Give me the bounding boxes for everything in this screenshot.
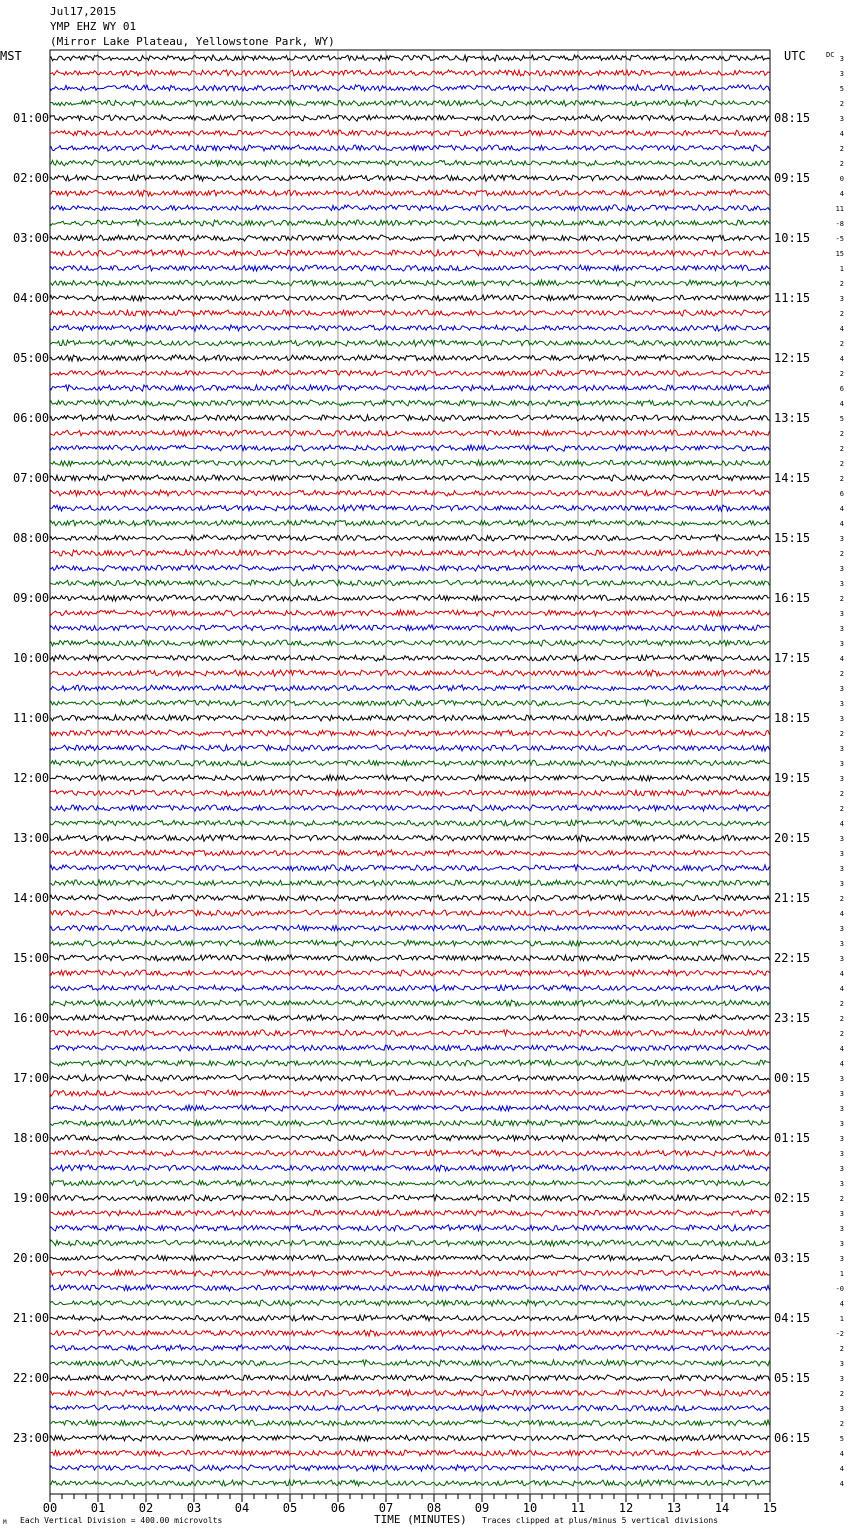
dc-offset-label: 3 bbox=[839, 640, 844, 648]
dc-offset-label: 3 bbox=[839, 1255, 844, 1263]
corner-mark: M bbox=[3, 1519, 7, 1526]
x-tick-label: 04 bbox=[234, 1501, 250, 1515]
dc-offset-label: 4 bbox=[839, 1450, 844, 1458]
seismic-trace bbox=[50, 1045, 770, 1051]
utc-hour-label: 11:15 bbox=[774, 291, 811, 305]
dc-offset-label: 2 bbox=[839, 1030, 844, 1038]
dc-label: DC bbox=[826, 51, 835, 59]
seismic-trace bbox=[50, 1255, 770, 1261]
dc-offset-label: 2 bbox=[839, 550, 844, 558]
mst-hour-label: 15:00 bbox=[13, 951, 50, 965]
seismic-trace bbox=[50, 1120, 770, 1126]
dc-offset-label: 2 bbox=[839, 370, 844, 378]
seismic-trace bbox=[50, 955, 770, 961]
dc-offset-label: 3 bbox=[839, 715, 844, 723]
dc-offset-label: 2 bbox=[839, 1195, 844, 1203]
seismic-trace bbox=[50, 610, 770, 616]
dc-offset-label: 1 bbox=[839, 265, 844, 273]
seismic-trace bbox=[50, 1390, 770, 1396]
clip-note: Traces clipped at plus/minus 5 vertical divisions bbox=[482, 1516, 719, 1525]
dc-offset-label: 5 bbox=[839, 85, 844, 93]
dc-offset-label: 3 bbox=[839, 700, 844, 708]
dc-offset-label: 2 bbox=[839, 790, 844, 798]
seismic-trace bbox=[50, 1015, 770, 1021]
seismic-trace bbox=[50, 940, 770, 946]
utc-hour-label: 19:15 bbox=[774, 771, 811, 785]
dc-offset-label: 4 bbox=[839, 820, 844, 828]
seismic-trace bbox=[50, 115, 770, 121]
mst-hour-label: 13:00 bbox=[13, 831, 50, 845]
dc-offset-label: 3 bbox=[839, 685, 844, 693]
dc-offset-label: 4 bbox=[839, 505, 844, 513]
dc-offset-label: 11 bbox=[835, 205, 844, 213]
seismic-trace bbox=[50, 430, 770, 436]
seismic-trace bbox=[50, 595, 770, 601]
dc-offset-label: -0 bbox=[835, 1285, 844, 1293]
seismic-trace bbox=[50, 130, 770, 136]
seismic-trace bbox=[50, 85, 770, 91]
seismic-trace bbox=[50, 445, 770, 451]
seismic-trace bbox=[50, 1330, 770, 1336]
mst-hour-label: 03:00 bbox=[13, 231, 50, 245]
seismic-trace bbox=[50, 310, 770, 316]
seismic-trace bbox=[50, 790, 770, 796]
seismic-trace bbox=[50, 1195, 770, 1201]
dc-offset-label: 4 bbox=[839, 1465, 844, 1473]
seismic-trace bbox=[50, 1315, 770, 1321]
utc-hour-label: 01:15 bbox=[774, 1131, 811, 1145]
dc-offset-label: 4 bbox=[839, 325, 844, 333]
dc-offset-label: 2 bbox=[839, 670, 844, 678]
seismic-trace bbox=[50, 970, 770, 976]
dc-offset-label: 2 bbox=[839, 1345, 844, 1353]
seismic-trace bbox=[50, 280, 770, 286]
utc-hour-label: 23:15 bbox=[774, 1011, 811, 1025]
seismic-trace bbox=[50, 1420, 770, 1426]
mst-hour-label: 08:00 bbox=[13, 531, 50, 545]
seismic-trace bbox=[50, 1345, 770, 1351]
mst-hour-label: 21:00 bbox=[13, 1311, 50, 1325]
seismic-trace bbox=[50, 835, 770, 841]
utc-hour-label: 16:15 bbox=[774, 591, 811, 605]
dc-offset-label: 4 bbox=[839, 190, 844, 198]
seismic-trace bbox=[50, 1450, 770, 1456]
seismic-trace bbox=[50, 55, 770, 61]
mst-hour-label: 04:00 bbox=[13, 291, 50, 305]
utc-hour-label: 18:15 bbox=[774, 711, 811, 725]
dc-offset-label: 3 bbox=[839, 835, 844, 843]
dc-offset-label: 2 bbox=[839, 460, 844, 468]
dc-offset-label: 4 bbox=[839, 130, 844, 138]
seismic-trace bbox=[50, 235, 770, 241]
dc-offset-label: 2 bbox=[839, 310, 844, 318]
seismic-trace bbox=[50, 145, 770, 151]
dc-offset-label: 0 bbox=[839, 175, 844, 183]
dc-offset-label: 2 bbox=[839, 805, 844, 813]
x-tick-label: 12 bbox=[618, 1501, 634, 1515]
mst-hour-label: 07:00 bbox=[13, 471, 50, 485]
dc-offset-label: 2 bbox=[839, 1015, 844, 1023]
seismic-trace bbox=[50, 1030, 770, 1036]
utc-axis-label: UTC bbox=[784, 49, 806, 63]
seismic-trace bbox=[50, 820, 770, 826]
seismic-trace bbox=[50, 265, 770, 271]
dc-offset-label: 3 bbox=[839, 955, 844, 963]
dc-offset-label: 3 bbox=[839, 1225, 844, 1233]
dc-offset-label: 3 bbox=[839, 580, 844, 588]
mst-hour-label: 14:00 bbox=[13, 891, 50, 905]
dc-offset-label: 3 bbox=[839, 850, 844, 858]
seismic-trace bbox=[50, 505, 770, 511]
dc-offset-label: 2 bbox=[839, 280, 844, 288]
seismic-trace bbox=[50, 850, 770, 856]
x-tick-label: 07 bbox=[378, 1501, 394, 1515]
dc-offset-label: 2 bbox=[839, 160, 844, 168]
seismic-trace bbox=[50, 550, 770, 556]
chart-date: Jul17,2015 bbox=[50, 5, 117, 18]
seismic-trace bbox=[50, 490, 770, 496]
seismic-trace bbox=[50, 520, 770, 526]
seismic-trace bbox=[50, 205, 770, 211]
seismic-trace bbox=[50, 535, 770, 541]
utc-hour-label: 21:15 bbox=[774, 891, 811, 905]
dc-offset-label: 6 bbox=[839, 385, 844, 393]
mst-hour-label: 16:00 bbox=[13, 1011, 50, 1025]
dc-offset-label: 4 bbox=[839, 655, 844, 663]
dc-offset-label: 4 bbox=[839, 985, 844, 993]
dc-offset-label: 3 bbox=[839, 745, 844, 753]
mst-hour-label: 01:00 bbox=[13, 111, 50, 125]
dc-offset-label: 3 bbox=[839, 1165, 844, 1173]
dc-offset-label: 3 bbox=[839, 1150, 844, 1158]
x-tick-label: 15 bbox=[762, 1501, 778, 1515]
dc-offset-label: 2 bbox=[839, 895, 844, 903]
x-tick-label: 06 bbox=[330, 1501, 346, 1515]
dc-offset-label: 2 bbox=[839, 1000, 844, 1008]
dc-offset-label: 3 bbox=[839, 70, 844, 78]
seismic-trace bbox=[50, 1210, 770, 1216]
seismic-trace bbox=[50, 1135, 770, 1141]
seismic-trace bbox=[50, 700, 770, 706]
dc-offset-label: 3 bbox=[839, 1210, 844, 1218]
utc-hour-label: 14:15 bbox=[774, 471, 811, 485]
dc-offset-label: 4 bbox=[839, 1480, 844, 1488]
x-tick-label: 01 bbox=[90, 1501, 106, 1515]
seismic-trace bbox=[50, 1060, 770, 1066]
x-tick-label: 02 bbox=[138, 1501, 154, 1515]
utc-hour-label: 22:15 bbox=[774, 951, 811, 965]
seismic-trace bbox=[50, 1000, 770, 1006]
dc-offset-label: 3 bbox=[839, 925, 844, 933]
x-tick-label: 09 bbox=[474, 1501, 490, 1515]
dc-offset-label: -5 bbox=[835, 235, 844, 243]
mst-axis-label: MST bbox=[0, 49, 22, 63]
seismic-trace bbox=[50, 220, 770, 226]
dc-offset-label: 4 bbox=[839, 1060, 844, 1068]
utc-hour-label: 12:15 bbox=[774, 351, 811, 365]
dc-offset-label: 3 bbox=[839, 1240, 844, 1248]
dc-offset-label: 4 bbox=[839, 520, 844, 528]
dc-offset-label: 2 bbox=[839, 475, 844, 483]
mst-hour-label: 05:00 bbox=[13, 351, 50, 365]
dc-offset-label: 3 bbox=[839, 115, 844, 123]
seismic-trace bbox=[50, 685, 770, 691]
utc-hour-label: 15:15 bbox=[774, 531, 811, 545]
utc-hour-label: 04:15 bbox=[774, 1311, 811, 1325]
dc-offset-label: 3 bbox=[839, 1180, 844, 1188]
utc-hour-label: 17:15 bbox=[774, 651, 811, 665]
seismic-trace bbox=[50, 580, 770, 586]
seismic-trace bbox=[50, 1285, 770, 1291]
dc-offset-label: 2 bbox=[839, 1420, 844, 1428]
seismic-trace bbox=[50, 1240, 770, 1246]
mst-hour-label: 19:00 bbox=[13, 1191, 50, 1205]
mst-hour-label: 18:00 bbox=[13, 1131, 50, 1145]
seismic-trace bbox=[50, 1105, 770, 1111]
mst-hour-label: 20:00 bbox=[13, 1251, 50, 1265]
seismic-trace bbox=[50, 775, 770, 781]
dc-offset-label: 4 bbox=[839, 1300, 844, 1308]
dc-offset-label: 3 bbox=[839, 610, 844, 618]
utc-hour-label: 20:15 bbox=[774, 831, 811, 845]
seismic-trace bbox=[50, 475, 770, 481]
seismic-trace bbox=[50, 325, 770, 331]
mst-hour-label: 11:00 bbox=[13, 711, 50, 725]
dc-offset-label: 2 bbox=[839, 445, 844, 453]
x-tick-label: 11 bbox=[570, 1501, 586, 1515]
vertical-division-note: Each Vertical Division = 400.00 microvolts bbox=[20, 1516, 223, 1525]
x-tick-label: 14 bbox=[714, 1501, 730, 1515]
x-tick-label: 10 bbox=[522, 1501, 538, 1515]
dc-offset-label: 2 bbox=[839, 100, 844, 108]
dc-offset-label: 2 bbox=[839, 1390, 844, 1398]
seismic-trace bbox=[50, 415, 770, 421]
dc-offset-label: 4 bbox=[839, 970, 844, 978]
seismic-trace bbox=[50, 355, 770, 361]
x-axis-title: TIME (MINUTES) bbox=[374, 1513, 467, 1526]
dc-offset-label: 2 bbox=[839, 145, 844, 153]
mst-hour-label: 02:00 bbox=[13, 171, 50, 185]
seismic-trace bbox=[50, 1090, 770, 1096]
x-tick-label: 08 bbox=[426, 1501, 442, 1515]
dc-offset-label: 6 bbox=[839, 490, 844, 498]
dc-offset-label: 4 bbox=[839, 355, 844, 363]
dc-offset-label: 2 bbox=[839, 340, 844, 348]
x-tick-label: 13 bbox=[666, 1501, 682, 1515]
seismic-trace bbox=[50, 1270, 770, 1276]
seismic-trace bbox=[50, 925, 770, 931]
utc-hour-label: 08:15 bbox=[774, 111, 811, 125]
dc-offset-label: 3 bbox=[839, 760, 844, 768]
utc-hour-label: 13:15 bbox=[774, 411, 811, 425]
dc-offset-label: 3 bbox=[839, 775, 844, 783]
dc-offset-label: 3 bbox=[839, 1375, 844, 1383]
seismic-trace bbox=[50, 1465, 770, 1471]
seismic-trace bbox=[50, 805, 770, 811]
dc-offset-label: 3 bbox=[839, 940, 844, 948]
utc-hour-label: 03:15 bbox=[774, 1251, 811, 1265]
seismic-trace bbox=[50, 460, 770, 466]
mst-hour-label: 23:00 bbox=[13, 1431, 50, 1445]
x-tick-label: 05 bbox=[282, 1501, 298, 1515]
dc-offset-label: -8 bbox=[835, 220, 844, 228]
seismic-trace bbox=[50, 370, 770, 376]
utc-hour-label: 05:15 bbox=[774, 1371, 811, 1385]
seismic-trace bbox=[50, 1075, 770, 1081]
dc-offset-label: 4 bbox=[839, 1045, 844, 1053]
seismic-trace bbox=[50, 1180, 770, 1186]
seismic-trace bbox=[50, 1405, 770, 1411]
dc-offset-label: 2 bbox=[839, 595, 844, 603]
seismic-trace bbox=[50, 1165, 770, 1171]
seismic-trace bbox=[50, 655, 770, 661]
seismic-trace bbox=[50, 100, 770, 106]
seismic-trace bbox=[50, 745, 770, 751]
seismic-trace bbox=[50, 880, 770, 886]
dc-offset-label: 4 bbox=[839, 400, 844, 408]
seismic-trace bbox=[50, 910, 770, 916]
dc-offset-label: 3 bbox=[839, 1090, 844, 1098]
station-location: (Mirror Lake Plateau, Yellowstone Park, WY) bbox=[50, 35, 335, 48]
dc-offset-label: 5 bbox=[839, 415, 844, 423]
utc-hour-label: 06:15 bbox=[774, 1431, 811, 1445]
mst-hour-label: 09:00 bbox=[13, 591, 50, 605]
seismic-trace bbox=[50, 985, 770, 991]
station-code: YMP EHZ WY 01 bbox=[50, 20, 137, 33]
seismic-trace bbox=[50, 190, 770, 196]
seismic-trace bbox=[50, 1300, 770, 1306]
seismic-trace bbox=[50, 1435, 770, 1441]
dc-offset-label: 3 bbox=[839, 865, 844, 873]
seismic-trace bbox=[50, 1375, 770, 1381]
dc-offset-label: 2 bbox=[839, 730, 844, 738]
mst-hour-label: 06:00 bbox=[13, 411, 50, 425]
utc-hour-label: 10:15 bbox=[774, 231, 811, 245]
seismic-trace bbox=[50, 565, 770, 571]
x-tick-label: 03 bbox=[186, 1501, 202, 1515]
dc-offset-label: 3 bbox=[839, 1360, 844, 1368]
seismic-trace bbox=[50, 670, 770, 676]
dc-offset-label: 2 bbox=[839, 430, 844, 438]
seismic-trace bbox=[50, 1225, 770, 1231]
seismic-trace bbox=[50, 640, 770, 646]
dc-offset-label: 5 bbox=[839, 1435, 844, 1443]
seismic-trace bbox=[50, 295, 770, 301]
seismic-trace bbox=[50, 250, 770, 256]
dc-offset-label: 3 bbox=[839, 880, 844, 888]
seismic-trace bbox=[50, 400, 770, 406]
seismic-trace bbox=[50, 340, 770, 346]
seismic-trace bbox=[50, 1150, 770, 1156]
seismic-trace bbox=[50, 385, 770, 391]
seismic-trace bbox=[50, 625, 770, 631]
seismic-trace bbox=[50, 865, 770, 871]
dc-offset-label: 3 bbox=[839, 55, 844, 63]
dc-offset-label: 3 bbox=[839, 535, 844, 543]
dc-offset-label: 1 bbox=[839, 1315, 844, 1323]
seismic-trace bbox=[50, 70, 770, 76]
dc-offset-label: 1 bbox=[839, 1270, 844, 1278]
seismic-trace bbox=[50, 1480, 770, 1486]
mst-hour-label: 12:00 bbox=[13, 771, 50, 785]
mst-hour-label: 22:00 bbox=[13, 1371, 50, 1385]
seismic-trace bbox=[50, 895, 770, 901]
seismic-trace bbox=[50, 715, 770, 721]
dc-offset-label: 3 bbox=[839, 1105, 844, 1113]
utc-hour-label: 09:15 bbox=[774, 171, 811, 185]
dc-offset-label: 3 bbox=[839, 295, 844, 303]
seismic-trace bbox=[50, 730, 770, 736]
dc-offset-label: 3 bbox=[839, 1075, 844, 1083]
utc-hour-label: 02:15 bbox=[774, 1191, 811, 1205]
mst-hour-label: 10:00 bbox=[13, 651, 50, 665]
seismic-trace bbox=[50, 1360, 770, 1366]
dc-offset-label: 3 bbox=[839, 565, 844, 573]
seismic-trace bbox=[50, 760, 770, 766]
dc-offset-label: -2 bbox=[835, 1330, 844, 1338]
mst-hour-label: 17:00 bbox=[13, 1071, 50, 1085]
dc-offset-label: 4 bbox=[839, 910, 844, 918]
utc-hour-label: 00:15 bbox=[774, 1071, 811, 1085]
dc-offset-label: 3 bbox=[839, 1120, 844, 1128]
seismic-trace bbox=[50, 160, 770, 166]
x-tick-label: 00 bbox=[42, 1501, 58, 1515]
seismic-trace bbox=[50, 175, 770, 181]
dc-offset-label: 3 bbox=[839, 1135, 844, 1143]
dc-offset-label: 15 bbox=[835, 250, 844, 258]
dc-offset-label: 3 bbox=[839, 625, 844, 633]
dc-offset-label: 3 bbox=[839, 1405, 844, 1413]
